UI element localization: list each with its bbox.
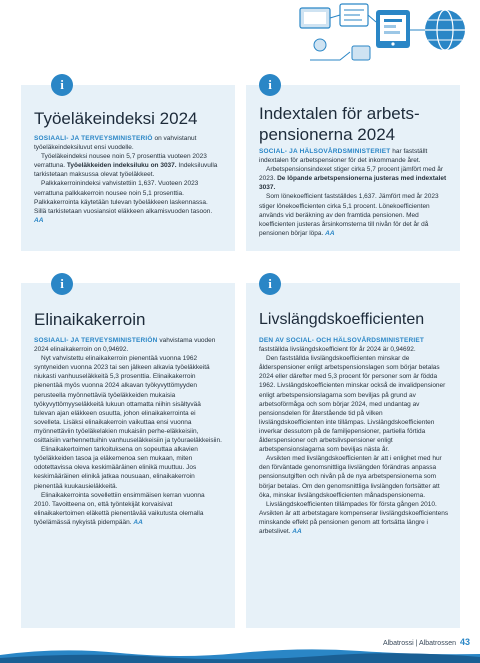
lead-ministry: DEN AV SOCIAL- OCH HÄLSOVÅRDSMINISTERIET — [259, 337, 425, 344]
paragraph-text: Indeksiluvulla tarkistetaan maksussa olevat työeläkkeet. — [34, 162, 218, 179]
card-title-line: Indextalen för arbets- — [259, 104, 420, 123]
lead-ministry: SOSIAALI- JA TERVEYSMINISTERIÖ — [34, 135, 153, 142]
paragraph-intro: har fastställt indextalen för arbetspensioner för det inkommande året. — [259, 148, 428, 165]
publication-name: Albatrossi | Albatrossen — [382, 640, 456, 647]
card-body — [34, 134, 220, 225]
card-title: Työeläkeindeksi 2024 — [34, 109, 198, 128]
paragraph-text: Avsikten med livslängdskoefficienten är att i enlighet med hur den förväntade genomsnittliga livslängden förändras anpassa pensionsutgiften och nivån på de nya arbetspensionerna som börjar betalas. Om den genomsnittliga livslängden fortsätter att öka, minskar livslängdskoefficienten månadspensionerna. — [259, 455, 442, 499]
info-icon: i — [51, 273, 73, 295]
paragraph-text: Livslängdskoefficienten tillämpades för första gången 2010. Avsikten är att arbetstagare kompenserar livslängdskoefficientens minskande effekt på pensionen genom att fortsätta längre i arbetslivet. — [259, 500, 449, 535]
lead-ministry: SOCIAL- JA HÄLSOVÅRDSMINISTERIET — [259, 148, 391, 155]
paragraph-intro: vahvistama vuoden 2024 elinaikakerroin on 0,94692. — [34, 337, 216, 354]
paragraph-text: Palkkakerroinindeksi vahvistettiin 1,637. Vuoteen 2023 verrattuna palkkakerroin nousee noin 5,1 prosenttia. Palkkakerrointa käytetään tulevan työeläkkeen laskennassa. Sillä tarkistetaan vuosiansiot eläkkeen alkamisvuoden tasoon. — [34, 180, 213, 215]
decorative-tech-illustration — [280, 0, 480, 80]
info-icon: i — [259, 273, 281, 295]
paragraph-intro: fastställda livslängdskoefficient för år 2024 är 0,94692. — [259, 346, 416, 354]
card-body — [259, 147, 449, 238]
card-body — [259, 336, 449, 536]
info-icon: i — [51, 74, 73, 96]
decorative-wave — [0, 645, 480, 663]
paragraph-intro: on vahvistanut työeläkeindeksiluvut ensi vuodelle. — [34, 135, 197, 152]
emphasis-text: Työeläkkeiden indeksiluku on 3037. — [66, 162, 177, 170]
emphasis-text: De löpande arbetspensionerna justeras med indextalet 3037. — [259, 175, 447, 192]
end-mark: AA — [133, 518, 143, 526]
paragraph-text: Som lönekoefficient fastställdes 1,637. Jämfört med år 2023 stiger lönekoefficienten cirka 5,1 procent. Lönekoefficienten används vid beräkning av den framtida pensionen. Med koefficienten justeras årsinkomsterna till nivån för det år då pensionen börjar löpa. — [259, 193, 439, 237]
page-number: 43 — [459, 637, 470, 647]
card-body — [34, 336, 222, 527]
paragraph-text: Elinaikakerrointa sovellettiin ensimmäisen kerran vuonna 2010. Tavoitteena on, että työntekijät korvaisivat elinaikakertoimen eläkettä pienentävää vaikutusta olemalla työelämässä nykyistä pidempään. — [34, 491, 205, 526]
end-mark: AA — [292, 527, 302, 535]
card-title: Livslängdskoefficienten — [259, 311, 425, 328]
paragraph-text: Den fastställda livslängdskoefficienten minskar de ålderspensioner enligt arbetspensionslagen som börjar betalas 2024 eller därefter med 5,3 procent för personer som är födda 1962. Livslängdskoefficienten minskar också de invalidpensioner enligt arbetspensionslagarna som beviljas på grund av arbetsoförmåga och som börjar 2024, med undantag av pensionsdelen för återstående tid på vilken livslängdskoefficienten inte tillämpas. Livslängdskoefficienten inverkar dessutom på de familjepensioner, partiella förtida ålderspensioner och arbetslivspensioner enligt arbetspensionslagarna som beviljas nästa år. — [259, 355, 446, 454]
end-mark: AA — [34, 216, 44, 224]
lead-ministry: SOSIAALI- JA TERVEYSMINISTERIÖN — [34, 337, 158, 344]
paragraph-text: Elinaikakertoimen tarkoituksena on sopeuttaa alkavien työeläkkeiden tasoa ja eläkemenoa sen mukaan, miten odotettavissa oleva keskimääräinen elinikä muuttuu. Jos keskimääräinen elinikä jatkaa nousuaan, elinaikakerroin pienentää kuukausieläkkeitä. — [34, 446, 198, 490]
paragraph-text: Nyt vahvistettu elinaikakerroin pienentää vuonna 1962 syntyneiden vuonna 2023 tai sen jälkeen alkavia työeläkkeitä niukasti vanhuuseläkkeitä 5,3 prosenttia. Elinaikakerroin pienentää myös vuonna 2024 alkavan työkyvyttömyyden perusteella myönnettäviä työeläkkeiden mukaisia työkyvyttömyyseläkkeitä lukuun ottamatta niihin sisältyvää tulevan ajan eläkkeen osuutta, johon elinaikakerrointa ei sovelleta. Lisäksi elinaikakerroin vaikuttaa ensi vuonna myönnettäviin työeläkelakien mukaisiin perhe-eläkkeisiin, osittaisiin varhennettuihin vanhuuseläkkeisiin ja työuraeläkkeisiin. — [34, 355, 222, 445]
paragraph-text: Työeläkeindeksi nousee noin 5,7 prosenttia vuoteen 2023 verrattuna. — [34, 153, 207, 170]
card-title: Elinaikakerroin — [34, 310, 146, 329]
card-title-line: pensionerna 2024 — [259, 125, 396, 144]
info-icon: i — [259, 74, 281, 96]
paragraph-text: Arbetspensionsindexet stiger cirka 5,7 procent jämfört med år 2023. — [259, 166, 444, 183]
end-mark: AA — [325, 229, 335, 237]
card-title — [259, 103, 459, 145]
